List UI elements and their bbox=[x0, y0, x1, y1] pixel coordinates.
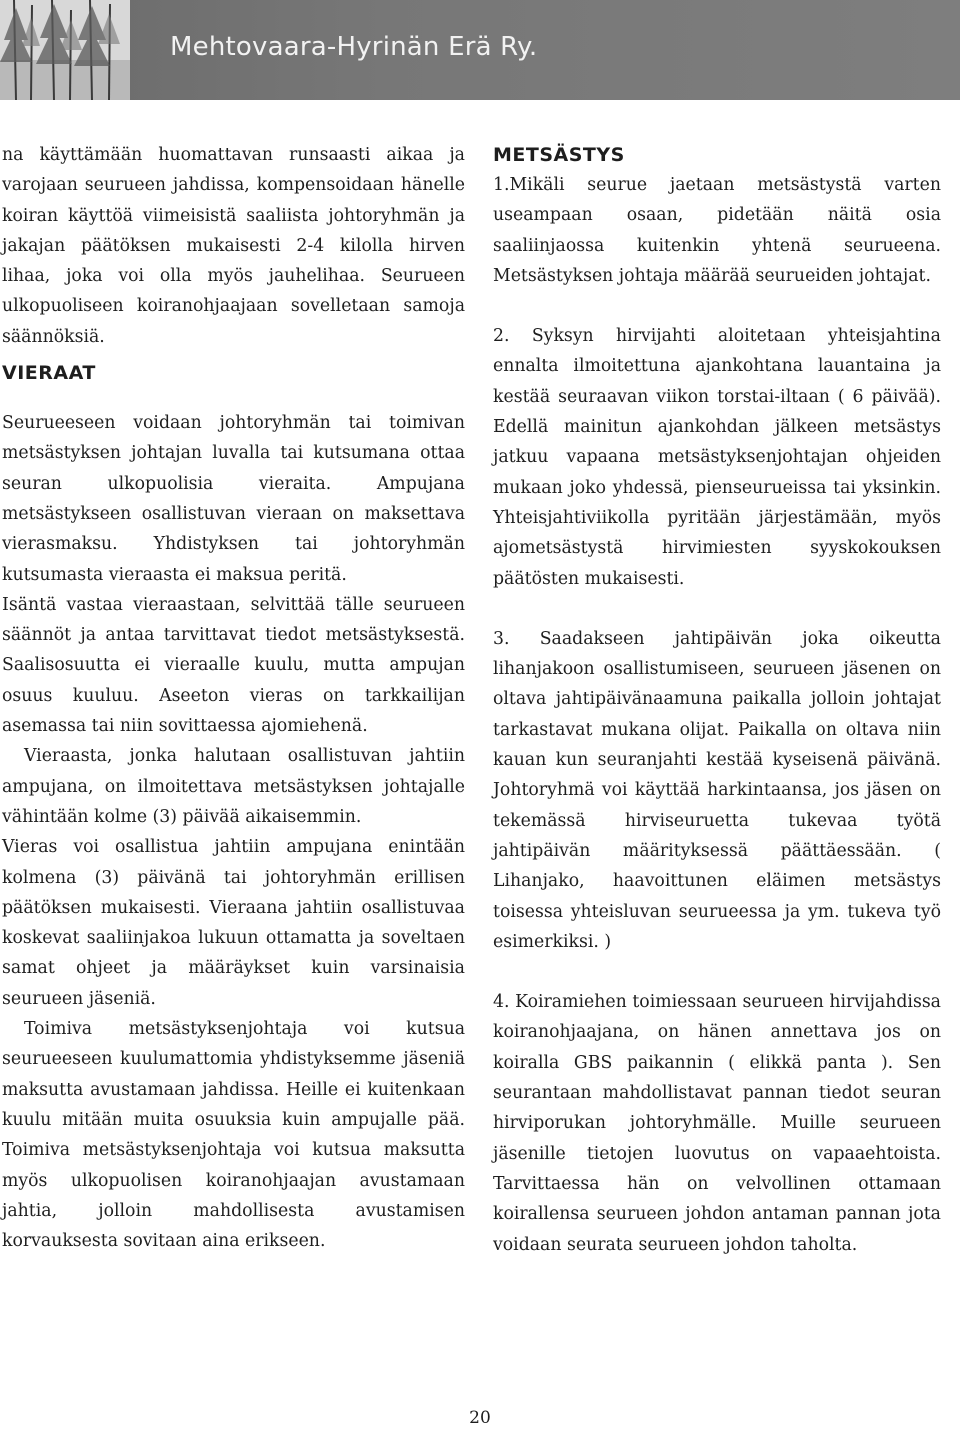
vieraat-paragraph-4: Vieras voi osallistua jahtiin ampujana enintään kolmena (3) päivänä tai johtoryhmän erillisen päätöksen mukaisesti. Vieraana jahtiin osallistuvaa koskevat saaliinjakoa lukuun ottamatta ja soveltaen samat ohjeet ja määräykset kuin varsinaisia seurueen jäseniä. bbox=[2, 837, 465, 1009]
section-heading-vieraat: VIERAAT bbox=[2, 362, 96, 385]
vieraat-paragraph-5: Toimiva metsästyksenjohtaja voi kutsua seurueeseen kuulumattomia yhdistyksemme jäseniä maksutta avustamaan jahdissa. Heille ei kuitenkaan kuulu mitään muita osuuksia kuin ampujalle pää. Toimiva metsästyksenjohtaja voi kutsua maksutta myös ulkopuolisen koiranohjaajan avustamaan jahtia, jolloin mahdollisesta avustamisen korvauksesta sovitaan aina erikseen. bbox=[2, 1019, 465, 1252]
metsastys-paragraph-4: 4. Koiramiehen toimiessaan seurueen hirvijahdissa koiranohjaajana, on hänen annettava jos on koiralla GBS paikannin ( elikkä panta ). Sen seurantaan mahdollistavat pannan tiedot seuran hirviporukan johtoryhmälle. Muille seurueen jäsenille tietojen luovutus on vapaaehtoista. Tarvittaessa hän on velvollinen ottamaan koirallensa seurueen johdon antaman pannan jota voidaan seurata seurueen johdon taholta. bbox=[493, 992, 941, 1255]
header-banner bbox=[0, 0, 960, 100]
forest-photo bbox=[0, 0, 130, 100]
page-number: 20 bbox=[469, 1408, 491, 1428]
metsastys-paragraph-3: 3. Saadakseen jahtipäivän joka oikeutta lihanjakoon osallistumiseen, seurueen jäsenen on oltava jahtipäivänaamuna paikalla jolloin johtajat tarkastavat mukana olijat. Paikalla on oltava niin kauan kun seuranjahti kestää kyseisenä päivänä. Johtoryhmä voi käyttää harkintaansa, jos jäsen on tekemässä hirviseuruetta tukevaa työtä jahtipäivän määrityksessä päättäessään. ( Lihanjako, haavoittunen eläimen metsästys toisessa yhteisluvan seurueessa ja ym. tukeva työ esimerkiksi. ) bbox=[493, 628, 941, 952]
vieraat-paragraph-2: Isäntä vastaa vieraastaan, selvittää tälle seurueen säännöt ja antaa tarvittavat tiedot metsästyksestä. Saalisosuutta ei vieraalle kuulu, mutta ampujan osuus kuuluu. Aseeton vieras on tarkkailijan asemassa tai niin sovittaessa ajomiehenä. bbox=[2, 594, 465, 737]
vieraat-paragraph-1: Seurueeseen voidaan johtoryhmän tai toimivan metsästyksen johtajan luvalla tai kutsumana ottaa seuran ulkopuolisia vieraita. Ampujana metsästykseen osallistuvan vieraan on maksettava vierasmaksu. Yhdistyksen tai johtoryhmän kutsumasta vieraasta ei maksua peritä. bbox=[2, 413, 465, 585]
section-heading-metsastys: METSÄSTYS bbox=[493, 144, 625, 166]
intro-paragraph: na käyttämään huomattavan runsaasti aikaa ja varojaan seurueen jahdissa, kompensoidaan hänelle koiran käyttöä viimeisistä saaliista johtoryhmän ja jakajan päätöksen mukaisesti 2-4 kilolla hirven lihaa, joka voi olla myös jauhelihaa. Seurueen ulkopuoliseen koiranohjaajaan sovelletaan samoja säännöksiä. bbox=[2, 145, 465, 347]
metsastys-paragraph-1: 1.Mikäli seurue jaetaan metsästystä varten useampaan osaan, pidetään näitä osia saaliinjaossa kuitenkin yhtenä seurueena. Metsästyksen johtaja määrää seurueiden johtajat. bbox=[493, 175, 941, 286]
vieraat-paragraph-3: Vieraasta, jonka halutaan osallistuvan jahtiin ampujana, on ilmoitettava metsästyksen johtajalle vähintään kolme (3) päivää aikaisemmin. bbox=[2, 746, 465, 827]
right-column bbox=[493, 140, 941, 1260]
metsastys-paragraph-2: 2. Syksyn hirvijahti aloitetaan yhteisjahtina ennalta ilmoitettuna ajankohtana lauantaina ja kestää seuraavan viikon torstai-iltaan ( 6 päivää). Edellä mainitun ajankohdan jälkeen metsästys jatkuu vapaana metsästyksenjohtajan ohjeiden mukaan joko yhdessä, pienseurueissa tai yksinkin. Yhteisjahtiviikolla pyritään järjestämään, myös ajometsästystä hirvimiesten syyskokouksen päätösten mukaisesti. bbox=[493, 326, 941, 589]
header-title: Mehtovaara-Hyrinän Erä Ry. bbox=[170, 32, 538, 62]
left-column bbox=[2, 140, 465, 1256]
